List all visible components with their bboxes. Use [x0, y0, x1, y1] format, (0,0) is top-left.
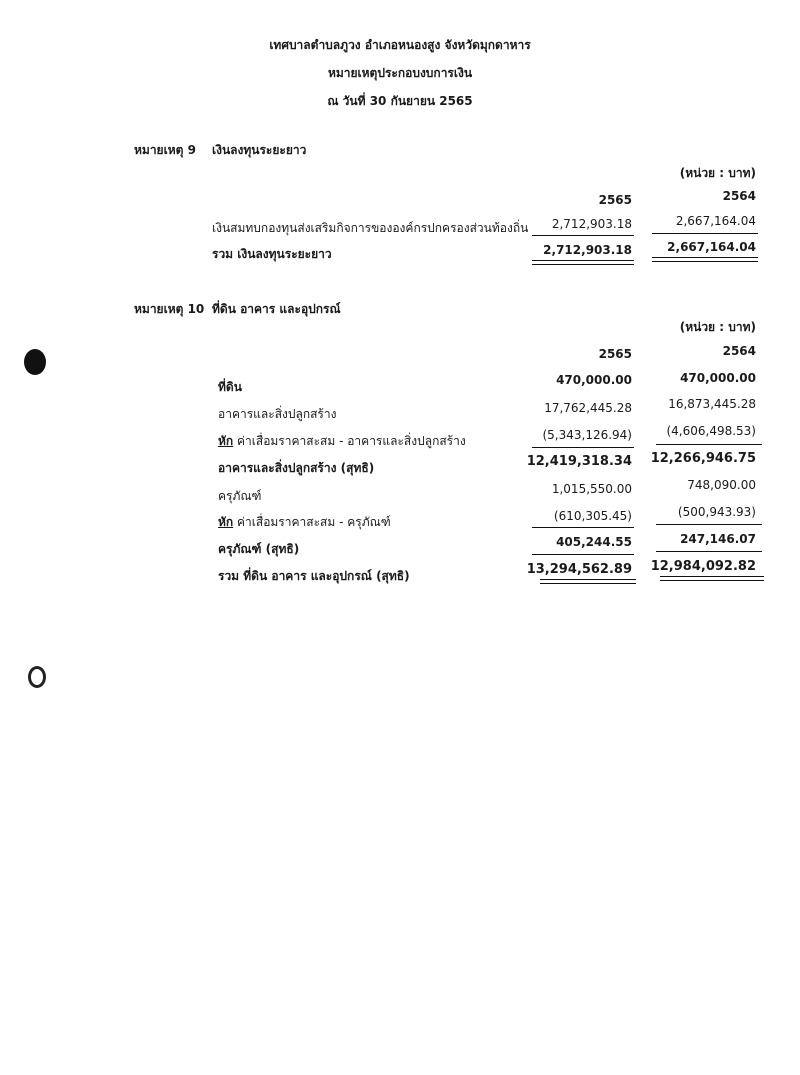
- less-prefix: หัก: [218, 434, 234, 448]
- note10-building-net-v1: 12,419,318.34: [526, 454, 632, 469]
- note10-building-rule-2: [656, 444, 762, 445]
- note10-total-double-rule-1: [540, 579, 636, 584]
- note10-land-v1: 470,000.00: [556, 373, 632, 387]
- header-subtitle: หมายเหตุประกอบงบการเงิน: [327, 66, 473, 80]
- note10-equip-dep-v2: (500,943.93): [677, 505, 756, 519]
- note9-total-v2: 2,667,164.04: [667, 240, 756, 254]
- note10-year-2564: 2564: [722, 344, 756, 358]
- note10-equip-v1: 1,015,550.00: [551, 482, 632, 496]
- note9-year-2565: 2565: [598, 193, 632, 207]
- note10-total-v1: 13,294,562.89: [526, 562, 632, 577]
- note9-subtotal-rule-1: [532, 235, 634, 236]
- note9-row-label: เงินสมทบกองทุนส่งเสริมกิจการขององค์กรปกครองส่วนท้องถิ่น: [212, 221, 529, 235]
- note9-total-double-rule-2: [652, 257, 758, 262]
- note10-building-dep-v2: (4,606,498.53): [666, 424, 756, 438]
- note10-year-2565: 2565: [598, 347, 632, 361]
- note9-subtotal-rule-2: [652, 233, 758, 234]
- note10-equip-dep-row: [218, 513, 391, 532]
- note10-building-rule-1: [532, 447, 634, 448]
- note10-equip-net-v2: 247,146.07: [680, 532, 756, 546]
- note10-building-net-label: อาคารและสิ่งปลูกสร้าง (สุทธิ): [218, 461, 375, 475]
- note10-total-rule-1: [532, 554, 634, 555]
- note10-building-v2: 16,873,445.28: [668, 397, 756, 411]
- note10-building-label: อาคารและสิ่งปลูกสร้าง: [218, 407, 337, 421]
- header-org: เทศบาลตำบลภูวง อำเภอหนองสูง จังหวัดมุกดาหาร: [269, 38, 531, 52]
- note10-equip-net-v1: 405,244.55: [556, 535, 632, 549]
- note10-land-label: ที่ดิน: [218, 380, 242, 394]
- note9-year-2564: 2564: [722, 189, 756, 203]
- punch-hole-bottom: [28, 666, 46, 688]
- note9-row-v2: 2,667,164.04: [675, 214, 756, 228]
- note9-row-v1: 2,712,903.18: [551, 217, 632, 231]
- note10-land-v2: 470,000.00: [680, 371, 756, 385]
- note9-total-double-rule-1: [532, 260, 634, 265]
- note10-building-dep-v1: (5,343,126.94): [542, 428, 632, 442]
- note10-equip-v2: 748,090.00: [687, 478, 756, 492]
- note10-building-dep-row: [218, 432, 466, 451]
- note9-number: หมายเหตุ 9: [134, 143, 196, 157]
- note10-equip-net-label: ครุภัณฑ์ (สุทธิ): [218, 542, 300, 556]
- note10-equip-rule-1: [532, 527, 634, 528]
- note10-total-rule-2: [656, 551, 762, 552]
- note10-building-v1: 17,762,445.28: [544, 401, 632, 415]
- note10-total-double-rule-2: [660, 576, 764, 581]
- note10-total-label: รวม ที่ดิน อาคาร และอุปกรณ์ (สุทธิ): [218, 569, 410, 583]
- note10-unit: (หน่วย : บาท): [679, 320, 756, 334]
- note10-equip-label: ครุภัณฑ์: [218, 489, 262, 503]
- note10-number: หมายเหตุ 10: [134, 302, 205, 316]
- note9-unit: (หน่วย : บาท): [679, 166, 756, 180]
- note10-total-v2: 12,984,092.82: [650, 559, 756, 574]
- less-prefix: หัก: [218, 515, 234, 529]
- note10-building-dep-label: ค่าเสื่อมราคาสะสม - อาคารและสิ่งปลูกสร้าง: [233, 434, 466, 448]
- note10-building-net-v2: 12,266,946.75: [650, 451, 756, 466]
- punch-hole-top: [24, 349, 46, 375]
- note9-title: เงินลงทุนระยะยาว: [212, 143, 307, 157]
- header-date: ณ วันที่ 30 กันยายน 2565: [327, 94, 473, 108]
- note9-total-label: รวม เงินลงทุนระยะยาว: [212, 247, 332, 261]
- note10-equip-dep-label: ค่าเสื่อมราคาสะสม - ครุภัณฑ์: [233, 515, 391, 529]
- note10-title: ที่ดิน อาคาร และอุปกรณ์: [212, 302, 341, 316]
- note9-total-v1: 2,712,903.18: [543, 243, 632, 257]
- note10-equip-rule-2: [656, 524, 762, 525]
- note10-equip-dep-v1: (610,305.45): [553, 509, 632, 523]
